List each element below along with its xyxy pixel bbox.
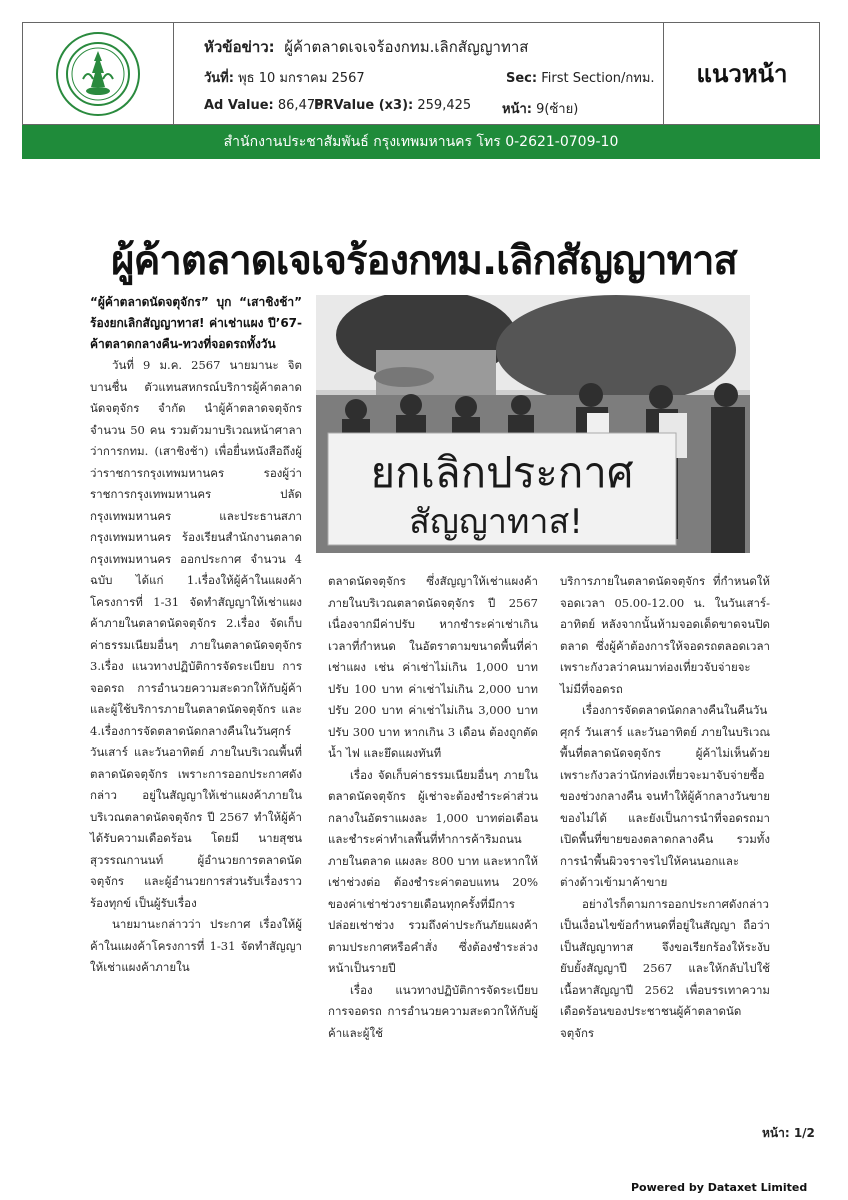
paragraph: วันที่ 9 ม.ค. 2567 นายมานะ จิตบานชื่น ตัวแทนสหกรณ์บริการผู้ค้าตลาดนัดจตุจักร จำกัด นำผู้ค้าตลาดจตุจักร จำนวน 50 คน รวมตัวมาบริเวณหน้าศาลาว่าการกทม. (เสาชิงช้า) เพื่อยื่นหนังสือถึงผู้ว่าราชการกรุงเทพมหานคร รองผู้ว่าราชการกรุงเทพมหานคร ปลัดกรุงเทพมหานคร และประธานสภากรุงเทพมหานคร ร้องเรียนสำนักงานตลาดกรุงเทพมหานคร ออกประกาศ จำนวน 4 ฉบับ ได้แก่ 1.เรื่องให้ผู้ค้าในแผงค้าโครงการที่ 1-31 จัดทำสัญญาให้เช่าแผงค้าภายในตลาดนัดจตุจักร 2.เรื่อง จัดเก็บค่าธรรมเนียมอื่นๆ ภายในตลาดนัดจตุจักร 3.เรื่อง แนวทางปฏิบัติการจัดระเบียบ การจอดรถ การอำนวยความสะดวกให้กับผู้ค้าและผู้ใช้บริการภายในตลาดนัดจตุจักร และ 4.เรื่องการจัดตลาดนัดกลางคืนในวันศุกร์ วันเสาร์ และวันอาทิตย์ ภายในบริเวณพื้นที่ตลาดนัดจตุจักร เพราะการออกประกาศดังกล่าว อยู่ในสัญญาให้เช่าแผงค้าภายในบริเวณตลาดนัดจตุจักร ปี 2567 ทำให้ผู้ค้าได้รับความเดือดร้อน โดยมี นายสุชน สุวรรณกานนท์ ผู้อำนวยการตลาดนัดจตุจักร และผู้อำนวยการส่วนรับเรื่องราวร้องทุกข์ เป็นผู้รับเรื่อง — [90, 358, 302, 910]
date-label: วันที่: — [204, 71, 234, 86]
article-column-3 — [560, 571, 770, 1044]
paragraph: เรื่อง แนวทางปฏิบัติการจัดระเบียบ การจอดรถ การอำนวยความสะดวกให้กับผู้ค้าและผู้ใช้ — [328, 982, 538, 1040]
headline-value: ผู้ค้าตลาดเจเจร้องกทม.เลิกสัญญาทาส — [284, 38, 529, 56]
paragraph: บริการภายในตลาดนัดจตุจักร ที่กำหนดให้จอดเวลา 05.00-12.00 น. ในวันเสาร์-อาทิตย์ หลังจากนั้นห้ามจอดเด็ดขาดจนปิดตลาด ซึ่งผู้ค้าต้องการให้จอดรถตลอดเวลา เพราะกังวลว่าคนมาท่องเที่ยวจับจ่ายจะไม่มีที่จอดรถ — [560, 574, 770, 696]
article-headline: ผู้ค้าตลาดเจเจร้องกทม.เลิกสัญญาทาส — [111, 238, 737, 284]
paragraph: อย่างไรก็ตามการออกประกาศดังกล่าว เป็นเงื่อนไขข้อกำหนดที่อยู่ในสัญญา ถือว่าเป็นสัญญาทาส จึงขอเรียกร้องให้ระงับยับยั้งสัญญาปี 2567 และให้กลับไปใช้เนื้อหาสัญญาปี 2562 เพื่อบรรเทาความเดือดร้อนของประชาชนผู้ค้าตลาดนัดจตุจักร — [560, 896, 770, 1040]
protest-photo — [316, 295, 750, 553]
article-column-2 — [328, 571, 538, 1044]
sec-label: Sec: — [506, 71, 538, 86]
paragraph: เรื่อง จัดเก็บค่าธรรมเนียมอื่นๆ ภายในตลาดนัดจตุจักร ผู้เช่าจะต้องชำระค่าส่วนกลางในอัตราแผงละ 1,000 บาทต่อเดือน และชำระค่าทำเลพื้นที่ทำการค้าริมถนนภายในตลาด แผงละ 800 บาท และหากให้เช่าช่วงต่อ ต้องชำระค่าตอบแทน 20% ของค่าเช่าช่วงรายเดือนทุกครั้งที่มีการปล่อยเช่าช่วง รวมถึงค่าประกันภัยแผงค้า ตามประกาศหรือคำสั่ง ซึ่งต้องชำระล่วงหน้าเป็นรายปี — [328, 767, 538, 975]
page-number: หน้า: 1/2 — [762, 1126, 815, 1140]
ad-label: Ad Value: — [204, 98, 274, 113]
page-label: หน้า: — [502, 102, 532, 117]
powered-by: Powered by Dataxet Limited — [631, 1181, 808, 1194]
headline-row — [204, 35, 528, 59]
logo-cell — [23, 23, 174, 124]
seal-emblem-icon — [63, 39, 133, 109]
date-row — [204, 67, 365, 88]
article-column-1 — [90, 292, 302, 979]
sec-value: First Section/กทม. — [541, 71, 655, 86]
date-value: พุธ 10 มกราคม 2567 — [238, 71, 365, 86]
banner-text-line-1: ยกเลิกประกาศ — [370, 448, 634, 497]
publication-name: แนวหน้า — [696, 60, 788, 88]
page-row — [502, 98, 578, 119]
banner-text-line-2: สัญญาทาส! — [409, 502, 583, 542]
headline-label: หัวข้อข่าว: — [204, 38, 275, 56]
ad-row — [204, 98, 323, 113]
ad-value: 86,475 — [277, 98, 324, 113]
article-lead: “ผู้ค้าตลาดนัดจตุจักร” บุก “เสาชิงช้า” ร้องยกเลิกสัญญาทาส! ค่าเช่าแผง ปี’67-ค้าตลาดกลางคืน-ทวงที่จอดรถทั้งวัน — [90, 295, 302, 351]
pr-office-banner: สำนักงานประชาสัมพันธ์ กรุงเทพมหานคร โทร 0-2621-0709-10 — [22, 125, 820, 159]
pr-row — [314, 98, 471, 113]
paragraph: นายมานะกล่าวว่า ประกาศ เรื่องให้ผู้ค้าในแผงค้าโครงการที่ 1-31 จัดทำสัญญาให้เช่าแผงค้าภายใน — [90, 917, 302, 974]
paragraph: เรื่องการจัดตลาดนัดกลางคืนในคืนวันศุกร์ วันเสาร์ และวันอาทิตย์ ภายในบริเวณพื้นที่ตลาดนัดจตุจักร ผู้ค้าไม่เห็นด้วย เพราะกังวลว่านักท่องเที่ยวจะมาจับจ่ายซื้อของช่วงกลางคืน จนทำให้ผู้ค้ากลางวันขายของไม่ได้ และยังเป็นการนำที่จอดรถมาเปิดพื้นที่ขายของตลาดกลางคืน รวมทั้งการนำพื้นผิวจราจรไปให้คนนอกและต่างด้าวเข้ามาค้าขาย — [560, 703, 770, 889]
paragraph: ตลาดนัดจตุจักร ซึ่งสัญญาให้เช่าแผงค้าภายในบริเวณตลาดนัดจตุจักร ปี 2567 เนื่องจากมีค่าปรับ หากชำระค่าเช่าเกินเวลาที่กำหนด ในอัตราตามขนาดพื้นที่ค่าเช่าแผง เช่น ค่าเช่าไม่เกิน 1,000 บาท ปรับ 100 บาท ค่าเช่าไม่เกิน 2,000 บาท ปรับ 200 บาท ค่าเช่าไม่เกิน 3,000 บาท ปรับ 300 บาท หากเกิน 3 เดือน ต้องถูกตัดน้ำ ไฟ และยึดแผงทันที — [328, 574, 538, 760]
publication-cell — [663, 23, 820, 124]
bma-seal-logo — [56, 32, 140, 116]
page-value: 9(ซ้าย) — [536, 102, 579, 117]
clipping-header — [22, 22, 820, 125]
clipping-info — [174, 23, 662, 124]
pr-label: PRValue (x3): — [314, 98, 414, 113]
section-row — [506, 67, 655, 88]
protest-photo-image — [316, 295, 750, 553]
pr-value: 259,425 — [417, 98, 472, 113]
